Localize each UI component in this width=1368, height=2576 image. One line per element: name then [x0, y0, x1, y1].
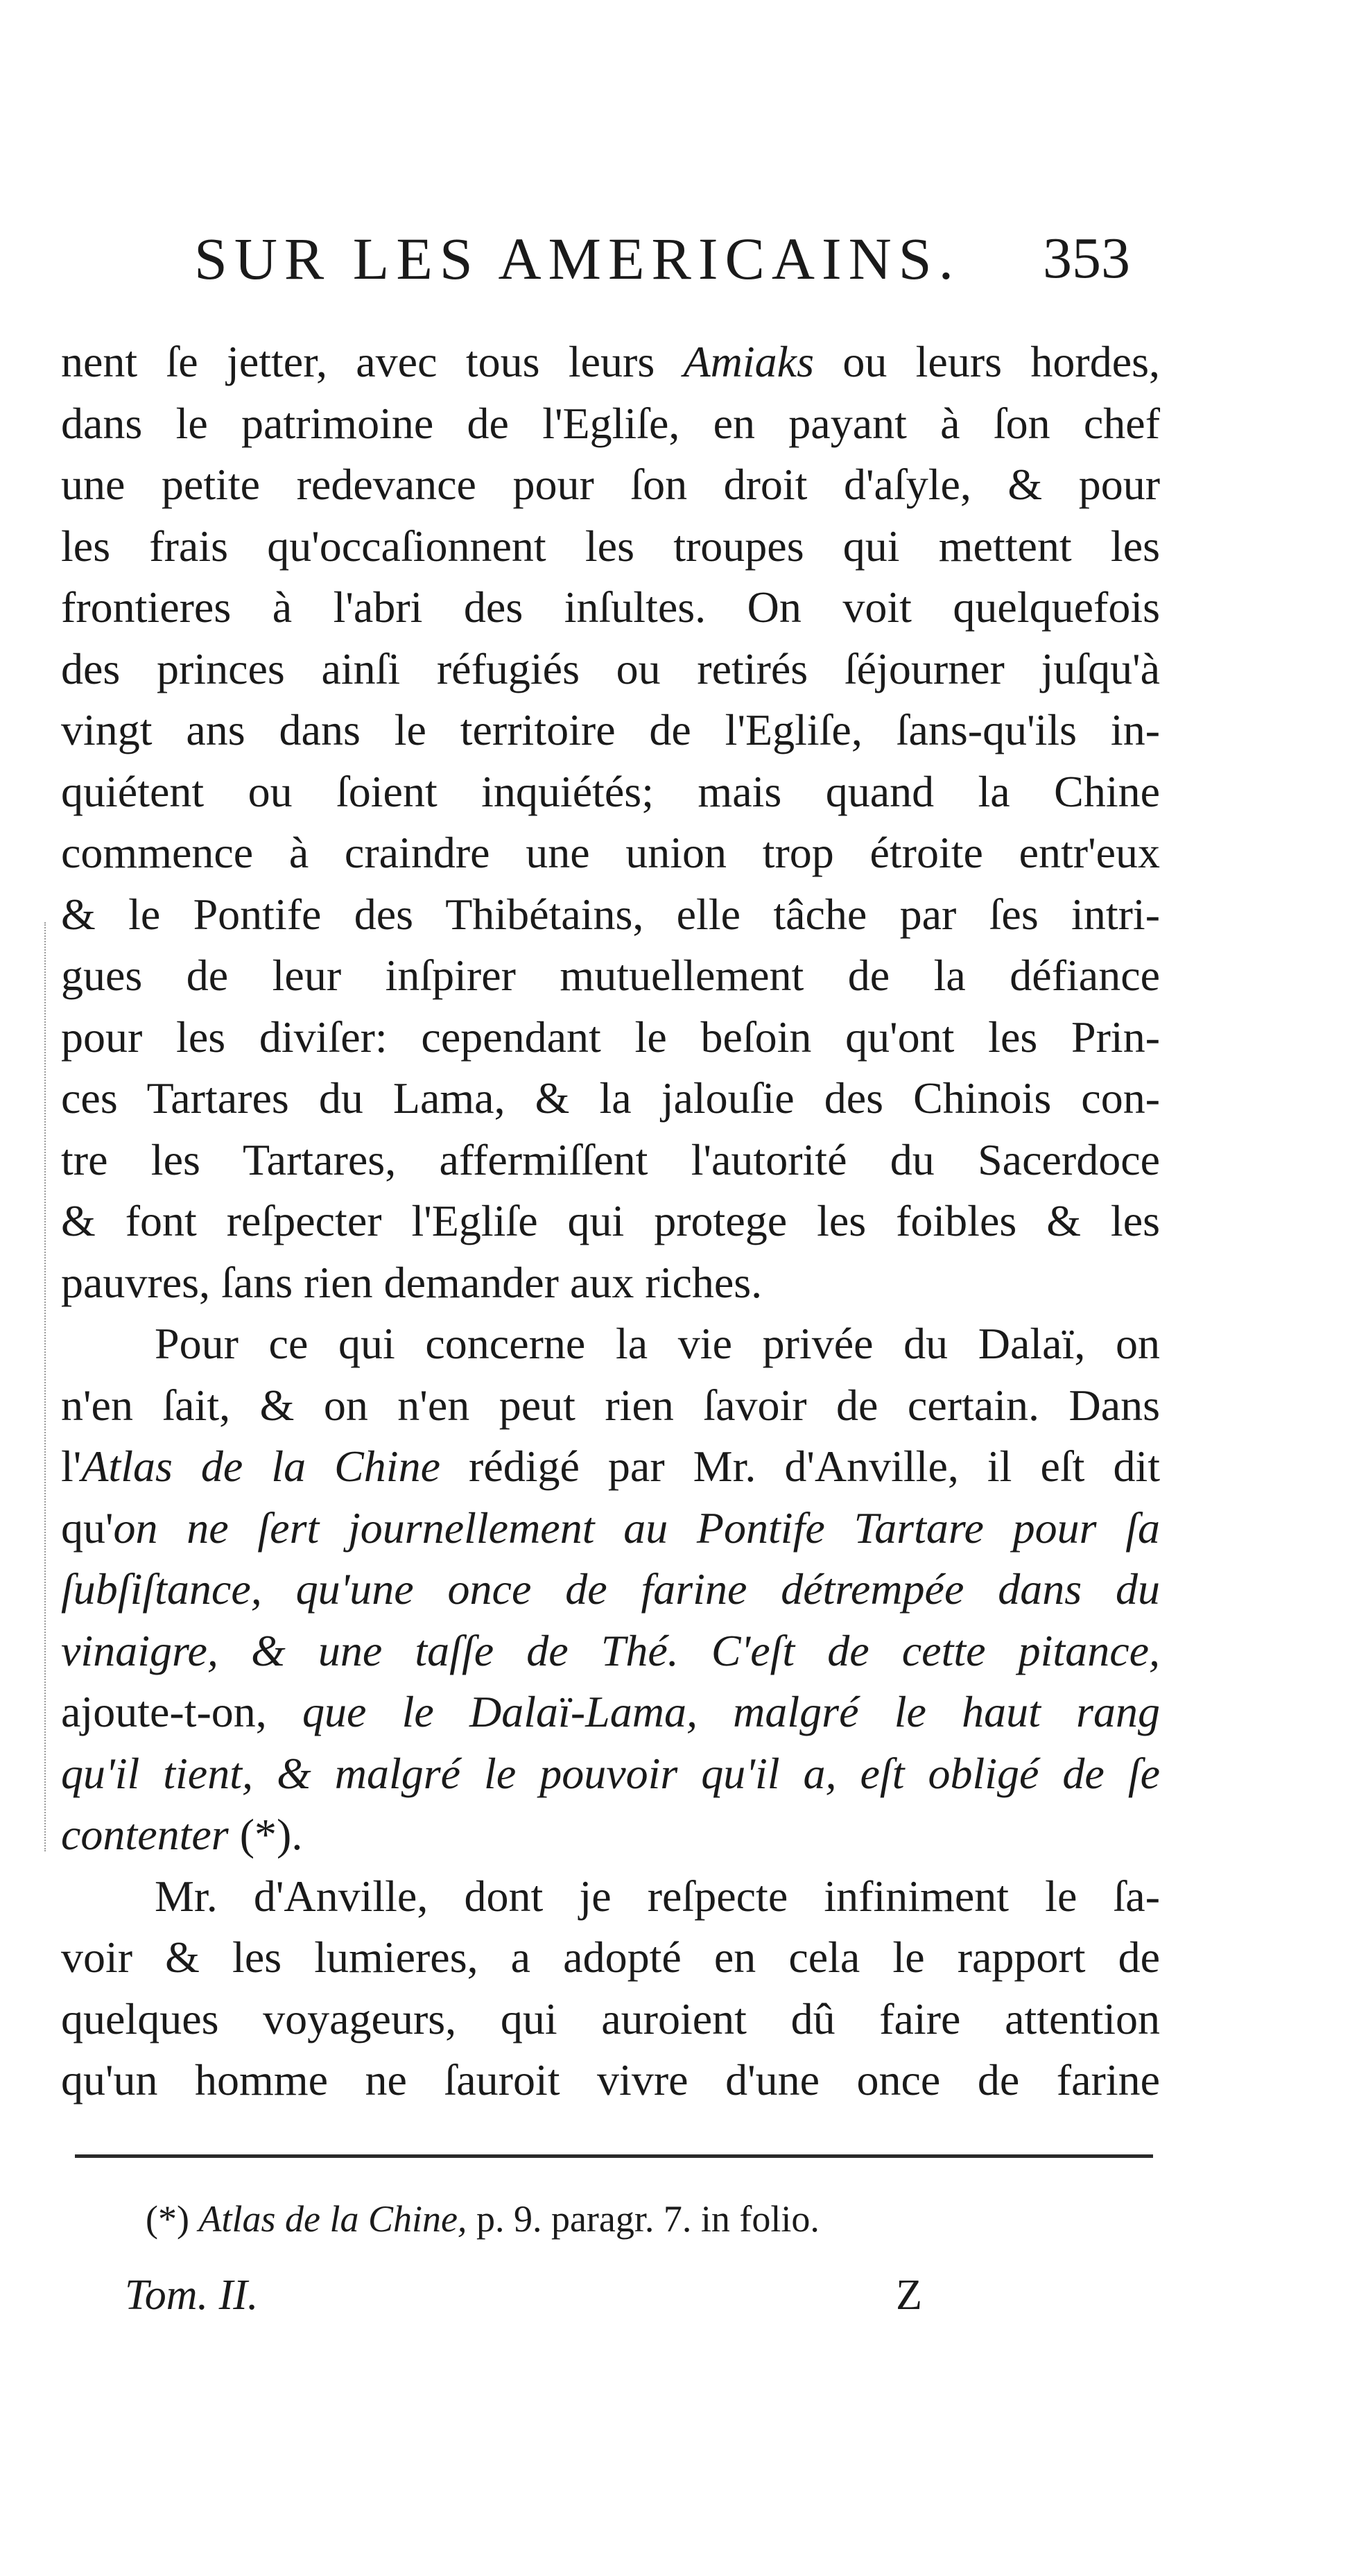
text-line: qu'on ne ſert journellement au Pontife Tartare pour ſa [61, 1503, 1160, 1553]
text-line: Mr. d'Anville, dont je reſpecte infiniment le ſa- [155, 1871, 1160, 1921]
text-line: ces Tartares du Lama, & la jalouſie des Chinois con- [61, 1073, 1160, 1123]
text-line: des princes ainſi réfugiés ou retirés ſéjourner juſqu'à [61, 643, 1160, 693]
text-line: tre les Tartares, affermiſſent l'autorité du Sacerdoce [61, 1134, 1160, 1184]
text-line [61, 1743, 1160, 1805]
running-title: SUR LES AMERICAINS. [194, 225, 961, 292]
page-footer [125, 2264, 922, 2326]
margin-dotted-rule [44, 922, 47, 1851]
text-line: pour les diviſer: cependant le beſoin qu'ont les Prin- [61, 1012, 1160, 1062]
text-line: quiétent ou ſoient inquiétés; mais quand la Chine [61, 766, 1160, 816]
italic-quote: une taſſe de Thé. C'eſt de cette pitance, [285, 1625, 1160, 1675]
page-number: 353 [1043, 226, 1130, 291]
text-line: une petite redevance pour ſon droit d'aſyle, & pour [61, 460, 1160, 509]
italic-quote: que le Dalaï-Lama, malgré le haut rang [302, 1687, 1160, 1736]
text-line: nent ſe jetter, avec tous leurs Amiaks ou leurs hordes, [61, 337, 1161, 386]
body-text [61, 331, 1160, 2111]
footnote-reference: (*). [228, 1810, 303, 1859]
italic-quote: qu'il tient, & malgré le pouvoir qu'il a, eſt obligé de ſe [61, 1748, 1160, 1798]
italic-title: Atlas de la Chine [81, 1442, 440, 1491]
text-line: n'en ſait, & on n'en peut rien ſavoir de certain. Dans [61, 1380, 1160, 1430]
text-line: quelques voyageurs, qui auroient dû faire attention [61, 1994, 1160, 2043]
footnote-title: Atlas de la Chine, [198, 2198, 467, 2240]
text-line: Pour ce qui concerne la vie privée du Dalaï, on [155, 1319, 1160, 1368]
running-head [194, 221, 1130, 297]
italic-quote: on ne ſert journellement au Pontife Tartare pour ſa [113, 1503, 1160, 1553]
text-line: frontieres à l'abri des inſultes. On voit quelquefois [61, 582, 1160, 632]
text-line: qu'un homme ne ſauroit vivre d'une once de farine [61, 2055, 1160, 2104]
text-line [61, 1804, 1160, 1866]
footnote-locator: p. 9. paragr. 7. in folio. [467, 2198, 820, 2240]
footnote-mark: (*) [146, 2198, 199, 2240]
italic-term: Amiaks [683, 337, 814, 386]
text-line: pauvres, ſans rien demander aux riches. [61, 1257, 763, 1307]
text-line: commence à craindre une union trop étroite entr'eux [61, 828, 1160, 877]
footnote-rule [75, 2154, 1153, 2158]
text-line: vinaigre, & une taſſe de Thé. C'eſt de cette pitance, [61, 1625, 1160, 1675]
text-line: ajoute-t-on, que le Dalaï-Lama, malgré le haut rang [61, 1687, 1160, 1736]
volume-marker: Tom. II. [125, 2272, 259, 2319]
text-line: l'Atlas de la Chine rédigé par Mr. d'Anville, il eſt dit [61, 1442, 1160, 1491]
text-line [61, 1559, 1160, 1620]
text-line: & font reſpecter l'Egliſe qui protege les foibles & les [61, 1196, 1160, 1245]
footnote [146, 2191, 820, 2247]
italic-quote: contenter [61, 1810, 229, 1859]
text-line: gues de leur inſpirer mutuellement de la défiance [61, 951, 1160, 1000]
signature-mark: Z [896, 2272, 922, 2319]
text-line: dans le patrimoine de l'Egliſe, en payant à ſon chef [61, 398, 1160, 448]
italic-quote: vinaigre, [61, 1625, 251, 1675]
italic-quote: ſubſiſtance, qu'une once de farine détrempée dans du [61, 1564, 1160, 1614]
text-line: voir & les lumieres, a adopté en cela le rapport de [61, 1933, 1160, 1982]
text-line: vingt ans dans le territoire de l'Egliſe, ſans-qu'ils in- [61, 705, 1160, 754]
text-line: les frais qu'occaſionnent les troupes qui mettent les [61, 521, 1160, 571]
text-line: & le Pontife des Thibétains, elle tâche par ſes intri- [61, 889, 1160, 939]
